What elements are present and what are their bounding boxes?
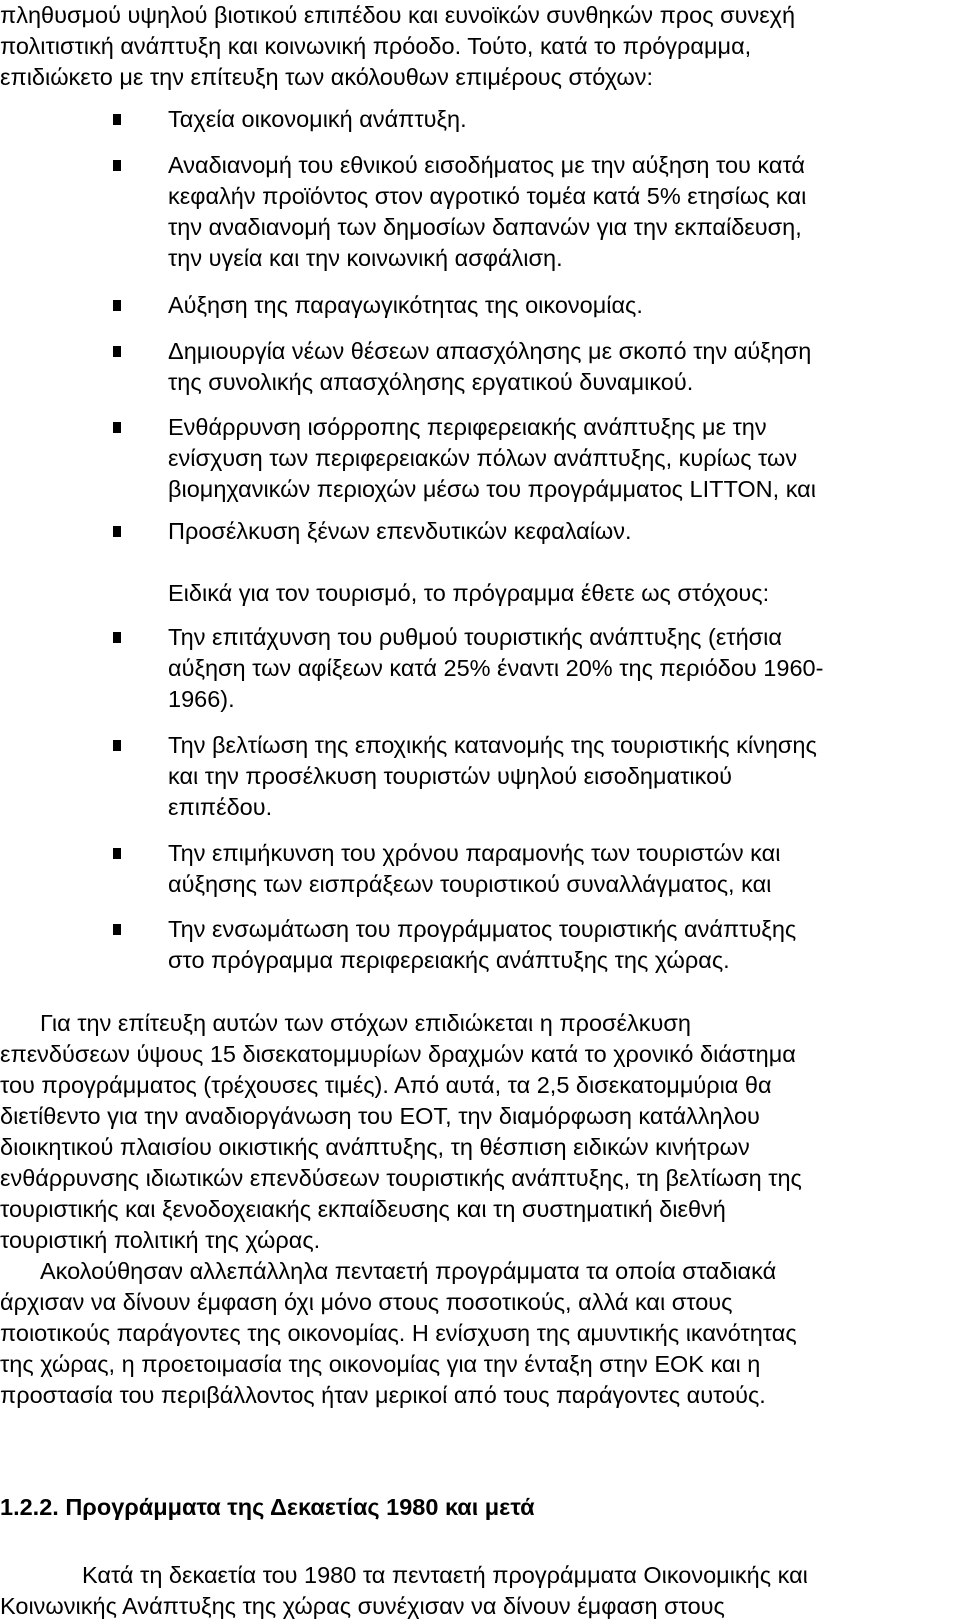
intro-paragraph [0, 0, 945, 93]
goal-text: Αύξηση της παραγωγικότητας της οικονομίας. [168, 292, 643, 318]
paragraph-line: προστασία του περιβάλλοντος ήταν μερικοί από τους παράγοντες αυτούς. [0, 1382, 766, 1408]
goal-text: Δημιουργία νέων θέσεων απασχόλησης με σκοπό την αύξηση [168, 338, 812, 364]
goal-text: Ενθάρρυνση ισόρροπης περιφερειακής ανάπτυξης με την [168, 414, 767, 440]
section-heading: 1.2.2. Προγράμματα της Δεκαετίας 1980 και μετά [0, 1494, 535, 1520]
paragraph-line: επενδύσεων ύψους 15 δισεκατομμυρίων δραχμών κατά το χρονικό διάστημα [0, 1041, 796, 1067]
bullet-marker-icon [113, 300, 121, 311]
tourism-goal-text: Την ενσωμάτωση του προγράμματος τουριστικής ανάπτυξης [168, 916, 797, 942]
paragraph-line: διοικητικού πλαισίου οικιστικής ανάπτυξης, τη θέσπιση ειδικών κινήτρων [0, 1134, 750, 1160]
bullet-marker-icon [113, 526, 121, 537]
tourism-goal-text: αύξησης των εισπράξεων τουριστικού συναλλάγματος, και [168, 871, 772, 897]
bullet-marker-icon [113, 848, 121, 859]
intro-line: πληθυσμού υψηλού βιοτικού επιπέδου και ευνοϊκών συνθηκών προς συνεχή [0, 2, 796, 28]
bullet-marker-icon [113, 422, 121, 433]
tourism-intro: Ειδικά για τον τουρισμό, το πρόγραμμα έθετε ως στόχους: [168, 580, 770, 606]
final-paragraph [0, 1560, 945, 1622]
investment-paragraph [0, 1008, 945, 1256]
tourism-goal-text: Την βελτίωση της εποχικής κατανομής της τουριστικής κίνησης [168, 732, 817, 758]
goal-text: κεφαλήν προϊόντος στον αγροτικό τομέα κατά 5% ετησίως και [168, 183, 807, 209]
bullet-marker-icon [113, 114, 121, 125]
paragraph-line: Κοινωνικής Ανάπτυξης της χώρας συνέχισαν να δίνουν έμφαση στους [0, 1593, 725, 1619]
goal-text: την αναδιανομή των δημοσίων δαπανών για την εκπαίδευση, [168, 214, 802, 240]
paragraph-line: Ακολούθησαν αλλεπάλληλα πενταετή προγράμματα τα οποία σταδιακά [40, 1258, 777, 1284]
goal-text: Ταχεία οικονομική ανάπτυξη. [168, 106, 467, 132]
tourism-goal-text: και την προσέλκυση τουριστών υψηλού εισοδηματικού [168, 763, 733, 789]
paragraph-line: άρχισαν να δίνουν έμφαση όχι μόνο στους ποσοτικούς, αλλά και στους [0, 1289, 733, 1315]
goal-text: της συνολικής απασχόλησης εργατικού δυναμικού. [168, 369, 694, 395]
paragraph-line: του προγράμματος (τρέχουσες τιμές). Από αυτά, τα 2,5 δισεκατομμύρια θα [0, 1072, 772, 1098]
intro-line: επιδιώκετο με την επίτευξη των ακόλουθων επιμέρους στόχων: [0, 64, 654, 90]
bullet-marker-icon [113, 740, 121, 751]
goal-text: Προσέλκυση ξένων επενδυτικών κεφαλαίων. [168, 518, 632, 544]
bullet-marker-icon [113, 924, 121, 935]
tourism-goal-text: 1966). [168, 686, 235, 712]
paragraph-line: της χώρας, η προετοιμασία της οικονομίας για την ένταξη στην ΕΟΚ και η [0, 1351, 761, 1377]
bullet-marker-icon [113, 632, 121, 643]
paragraph-line: Για την επίτευξη αυτών των στόχων επιδιώκεται η προσέλκυση [40, 1010, 691, 1036]
goal-text: βιομηχανικών περιοχών μέσω του προγράμματος LITTON, και [168, 476, 816, 502]
paragraph-line: διετίθεντο για την αναδιοργάνωση του ΕΟΤ, την διαμόρφωση κατάλληλου [0, 1103, 760, 1129]
bullet-marker-icon [113, 346, 121, 357]
paragraph-line: Κατά τη δεκαετία του 1980 τα πενταετή προγράμματα Οικονομικής και [82, 1562, 808, 1588]
paragraph-line: ενθάρρυνσης ιδιωτικών επενδύσεων τουριστικής ανάπτυξης, τη βελτίωση της [0, 1165, 802, 1191]
paragraph-line: τουριστικής και ξενοδοχειακής εκπαίδευσης και τη συστηματική διεθνή [0, 1196, 726, 1222]
tourism-goal-text: αύξηση των αφίξεων κατά 25% έναντι 20% της περιόδου 1960- [168, 655, 824, 681]
goal-text: ενίσχυση των περιφερειακών πόλων ανάπτυξης, κυρίως των [168, 445, 798, 471]
intro-line: πολιτιστική ανάπτυξη και κοινωνική πρόοδο. Τούτο, κατά το πρόγραμμα, [0, 33, 752, 59]
tourism-goal-text: Την επιμήκυνση του χρόνου παραμονής των τουριστών και [168, 840, 781, 866]
goal-text: την υγεία και την κοινωνική ασφάλιση. [168, 245, 563, 271]
five-year-plans-paragraph [0, 1256, 945, 1411]
paragraph-line: ποιοτικούς παράγοντες της οικονομίας. Η ενίσχυση της αμυντικής ικανότητας [0, 1320, 797, 1346]
tourism-goal-text: επιπέδου. [168, 794, 273, 820]
tourism-goal-text: στο πρόγραμμα περιφερειακής ανάπτυξης της χώρας. [168, 947, 730, 973]
tourism-goal-text: Την επιτάχυνση του ρυθμού τουριστικής ανάπτυξης (ετήσια [168, 624, 782, 650]
paragraph-line: τουριστική πολιτική της χώρας. [0, 1227, 321, 1253]
goal-text: Αναδιανομή του εθνικού εισοδήματος με την αύξηση του κατά [168, 152, 805, 178]
bullet-marker-icon [113, 160, 121, 171]
